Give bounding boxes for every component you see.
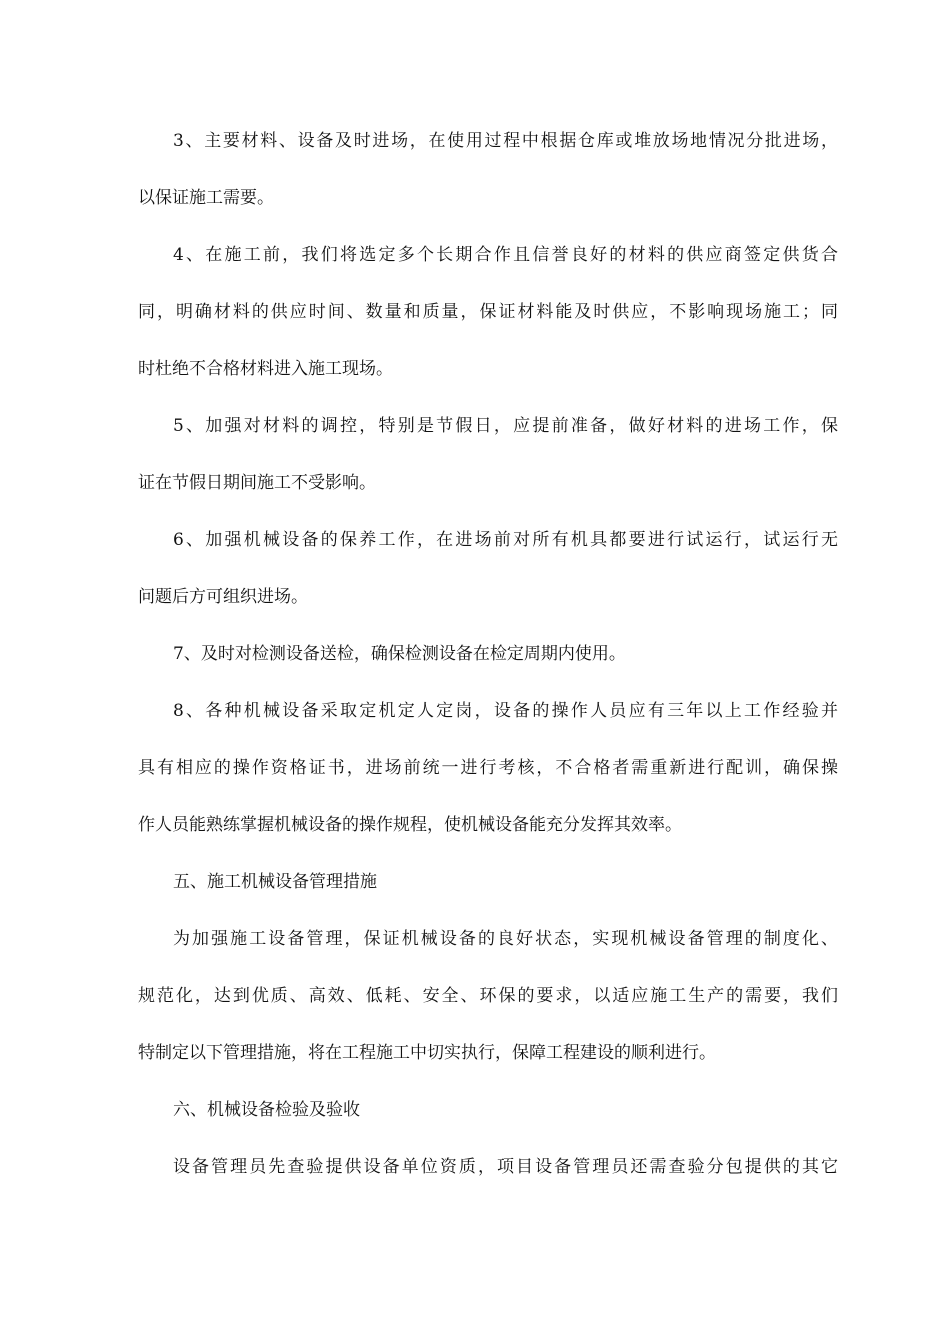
paragraph-6-line-2: 问题后方可组织进场。 bbox=[138, 587, 308, 607]
paragraph-7-line-1: 7、及时对检测设备送检，确保检测设备在检定周期内使用。 bbox=[173, 644, 626, 664]
paragraph-8-line-2: 具有相应的操作资格证书，进场前统一进行考核，不合格者需重新进行配训，确保操 bbox=[138, 758, 838, 778]
paragraph-6-line-1: 6、加强机械设备的保养工作，在进场前对所有机具都要进行试运行，试运行无 bbox=[173, 530, 838, 550]
paragraph-3-line-2: 以保证施工需要。 bbox=[138, 188, 274, 208]
paragraph-8-line-1: 8、各种机械设备采取定机定人定岗，设备的操作人员应有三年以上工作经验并 bbox=[173, 701, 838, 721]
section-heading-6: 六、机械设备检验及验收 bbox=[173, 1100, 360, 1120]
paragraph-3-line-1: 3、主要材料、设备及时进场，在使用过程中根据仓库或堆放场地情况分批进场， bbox=[173, 131, 838, 151]
paragraph-5-line-2: 证在节假日期间施工不受影响。 bbox=[138, 473, 376, 493]
section-heading-5: 五、施工机械设备管理措施 bbox=[173, 872, 377, 892]
paragraph-8-line-3: 作人员能熟练掌握机械设备的操作规程，使机械设备能充分发挥其效率。 bbox=[138, 815, 682, 835]
paragraph-4-line-2: 同，明确材料的供应时间、数量和质量，保证材料能及时供应，不影响现场施工；同 bbox=[138, 302, 838, 322]
paragraph-10-line-1: 设备管理员先查验提供设备单位资质，项目设备管理员还需查验分包提供的其它 bbox=[173, 1157, 838, 1177]
paragraph-4-line-1: 4、在施工前，我们将选定多个长期合作且信誉良好的材料的供应商签定供货合 bbox=[173, 245, 838, 265]
paragraph-4-line-3: 时杜绝不合格材料进入施工现场。 bbox=[138, 359, 393, 379]
paragraph-5-line-1: 5、加强对材料的调控，特别是节假日，应提前准备，做好材料的进场工作，保 bbox=[173, 416, 838, 436]
paragraph-9-line-2: 规范化，达到优质、高效、低耗、安全、环保的要求，以适应施工生产的需要，我们 bbox=[138, 986, 838, 1006]
paragraph-9-line-3: 特制定以下管理措施，将在工程施工中切实执行，保障工程建设的顺利进行。 bbox=[138, 1043, 716, 1063]
paragraph-9-line-1: 为加强施工设备管理，保证机械设备的良好状态，实现机械设备管理的制度化、 bbox=[173, 929, 838, 949]
